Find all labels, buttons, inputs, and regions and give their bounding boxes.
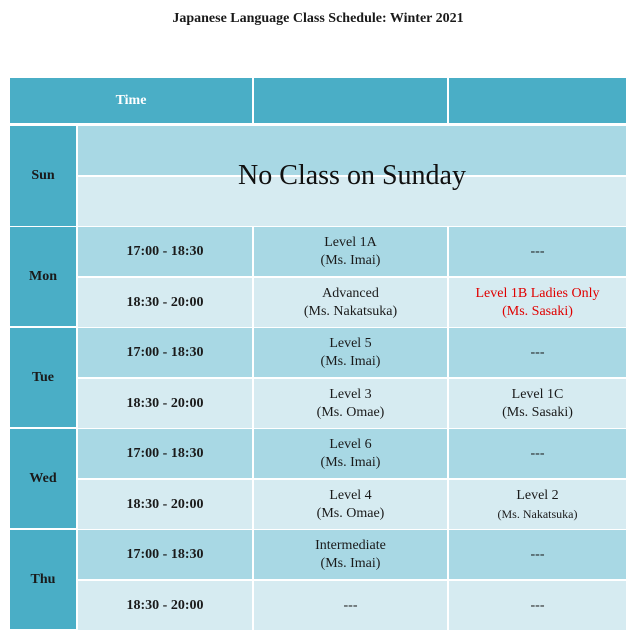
time-slot bbox=[78, 278, 252, 327]
time-label: 18:30 - 20:00 bbox=[126, 597, 204, 613]
page-title: Japanese Language Class Schedule: Winter 2021 bbox=[172, 11, 464, 26]
day-label: Tue bbox=[31, 369, 55, 385]
class-name: Level 1A bbox=[324, 234, 377, 250]
class-cell-room-2 bbox=[449, 278, 626, 327]
class-name: Advanced bbox=[322, 285, 379, 301]
class-name: Level 6 bbox=[329, 436, 372, 452]
time-slot bbox=[78, 328, 252, 377]
class-name: --- bbox=[530, 597, 545, 613]
no-class-message: No Class on Sunday bbox=[238, 160, 466, 191]
instructor-name: (Ms. Omae) bbox=[316, 404, 385, 420]
instructor-name: (Ms. Sasaki) bbox=[502, 404, 573, 420]
class-name: Level 3 bbox=[329, 386, 372, 402]
day-cell-mon bbox=[10, 227, 76, 326]
class-name: --- bbox=[530, 546, 545, 562]
time-label: 18:30 - 20:00 bbox=[126, 294, 204, 310]
class-cell-room-1 bbox=[254, 480, 447, 529]
header-column-3 bbox=[449, 78, 626, 123]
class-name: --- bbox=[530, 243, 545, 259]
instructor-name: (Ms. Nakatsuka) bbox=[303, 303, 398, 319]
instructor-name: (Ms. Nakatsuka) bbox=[497, 506, 578, 521]
time-slot bbox=[78, 581, 252, 630]
header-time-label: Time bbox=[115, 92, 147, 108]
time-label: 17:00 - 18:30 bbox=[126, 546, 204, 562]
time-label: 17:00 - 18:30 bbox=[126, 445, 204, 461]
instructor-name: (Ms. Imai) bbox=[320, 555, 381, 571]
day-label: Wed bbox=[29, 470, 57, 486]
time-label: 17:00 - 18:30 bbox=[126, 344, 204, 360]
time-slot bbox=[78, 227, 252, 276]
day-label: Sun bbox=[31, 168, 55, 183]
class-name: --- bbox=[343, 597, 358, 613]
class-name: Level 1C bbox=[511, 386, 564, 402]
time-label: 17:00 - 18:30 bbox=[126, 243, 204, 259]
class-cell-room-1 bbox=[254, 278, 447, 327]
class-name: Level 2 bbox=[516, 487, 559, 503]
class-cell-room-2 bbox=[449, 581, 626, 630]
class-cell-room-2 bbox=[449, 480, 626, 529]
header-time bbox=[10, 78, 252, 123]
class-name: Intermediate bbox=[315, 537, 386, 553]
instructor-name: (Ms. Sasaki) bbox=[502, 303, 573, 319]
day-cell-wed bbox=[10, 429, 76, 528]
time-slot bbox=[78, 429, 252, 478]
class-name: --- bbox=[530, 445, 545, 461]
day-cell-sun bbox=[10, 126, 76, 226]
class-cell-room-1 bbox=[254, 581, 447, 630]
class-cell-room-2 bbox=[449, 530, 626, 579]
instructor-name: (Ms. Imai) bbox=[320, 252, 381, 268]
class-cell-room-2 bbox=[449, 328, 626, 377]
class-cell-room-1 bbox=[254, 379, 447, 428]
class-cell-room-1 bbox=[254, 530, 447, 579]
class-cell-room-1 bbox=[254, 227, 447, 276]
class-name: Level 4 bbox=[329, 487, 372, 503]
class-name: --- bbox=[530, 344, 545, 360]
time-label: 18:30 - 20:00 bbox=[126, 395, 204, 411]
day-label: Thu bbox=[30, 571, 56, 587]
class-cell-room-1 bbox=[254, 328, 447, 377]
time-label: 18:30 - 20:00 bbox=[126, 496, 204, 512]
time-slot bbox=[78, 480, 252, 529]
day-label: Mon bbox=[29, 268, 57, 284]
class-cell-room-2 bbox=[449, 429, 626, 478]
instructor-name: (Ms. Imai) bbox=[320, 454, 381, 470]
header-column-2 bbox=[254, 78, 447, 123]
class-name: Level 1B Ladies Only bbox=[475, 285, 600, 301]
class-name: Level 5 bbox=[329, 335, 372, 351]
day-cell-tue bbox=[10, 328, 76, 427]
time-slot bbox=[78, 530, 252, 579]
class-cell-room-2 bbox=[449, 379, 626, 428]
day-cell-thu bbox=[10, 530, 76, 629]
class-cell-room-2 bbox=[449, 227, 626, 276]
instructor-name: (Ms. Omae) bbox=[316, 505, 385, 521]
class-cell-room-1 bbox=[254, 429, 447, 478]
instructor-name: (Ms. Imai) bbox=[320, 353, 381, 369]
schedule-table bbox=[10, 78, 626, 631]
time-slot bbox=[78, 379, 252, 428]
